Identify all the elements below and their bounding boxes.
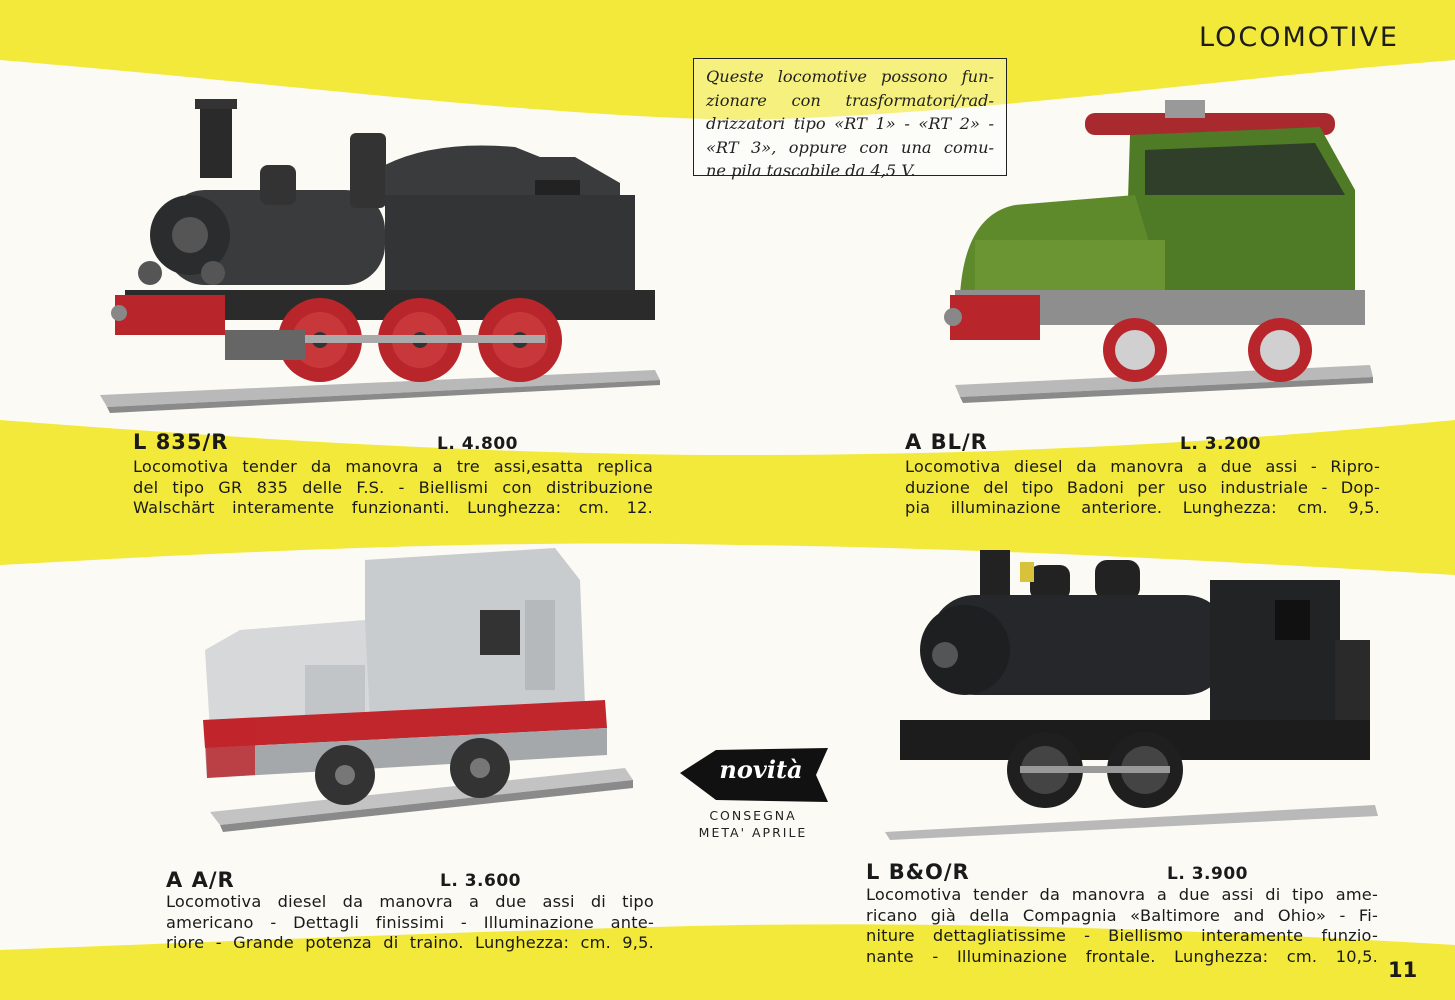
description-line: duzione del tipo Badoni per uso industriale - Dop- — [905, 477, 1380, 497]
badge-subtitle-line: CONSEGNA — [709, 808, 797, 823]
black-steam-locomotive-illustration — [880, 540, 1380, 840]
product-code: A BL/R — [905, 430, 988, 454]
product-price: L. 3.600 — [440, 871, 521, 891]
product-price: L. 3.900 — [1167, 864, 1248, 884]
description-line: ricano già della Compagnia «Baltimore and Ohio» - Fi- — [866, 905, 1378, 925]
note-line: zionare con trasformatori/rad- — [706, 90, 994, 110]
badge-label: novità — [719, 755, 803, 784]
product-price: L. 4.800 — [437, 434, 518, 454]
note-line: ne pila tascabile da 4,5 V. — [706, 161, 916, 180]
description-line: Locomotiva tender da manovra a tre assi,esatta replica — [133, 457, 653, 476]
note-line: «RT 3», oppure con una comu- — [706, 137, 994, 157]
description-line: pia illuminazione anteriore. Lunghezza: cm. 9,5. — [905, 498, 1380, 517]
description-line: Locomotiva tender da manovra a due assi di tipo ame- — [866, 885, 1378, 904]
product-description — [905, 457, 1380, 519]
product-price: L. 3.200 — [1180, 434, 1261, 454]
description-line: Locomotiva diesel da manovra a due assi - Ripro- — [905, 457, 1380, 476]
note-line: drizzatori tipo «RT 1» - «RT 2» - — [706, 114, 994, 133]
badge-subtitle-line: META' APRILE — [698, 825, 808, 840]
novelty-badge — [678, 745, 828, 845]
description-line: Walschärt interamente funzionanti. Lunghezza: cm. 12. — [133, 498, 653, 517]
description-line: del tipo GR 835 delle F.S. - Biellismi con distribuzione — [133, 477, 653, 497]
note-line: Queste locomotive possono fun- — [706, 67, 994, 86]
description-line: americano - Dettagli finissimi - Illuminazione ante- — [166, 912, 654, 932]
description-line: riore - Grande potenza di traino. Lunghezza: cm. 9,5. — [166, 933, 654, 952]
description-line: niture dettagliatissime - Biellismo interamente funzio- — [866, 926, 1378, 945]
product-description — [133, 457, 653, 519]
page-number: 11 — [1388, 958, 1418, 982]
product-description — [866, 885, 1378, 967]
green-diesel-locomotive-illustration — [935, 95, 1375, 415]
product-description — [166, 892, 654, 954]
silver-diesel-locomotive-illustration — [195, 530, 635, 850]
page-title: LOCOMOTIVE — [1199, 22, 1399, 53]
product-code: A A/R — [166, 868, 235, 892]
product-code: L 835/R — [133, 430, 229, 454]
description-line: Locomotiva diesel da manovra a due assi di tipo — [166, 892, 654, 911]
description-line: nante - Illuminazione frontale. Lunghezza: cm. 10,5. — [866, 946, 1378, 966]
product-code: L B&O/R — [866, 860, 970, 884]
steam-locomotive-illustration — [95, 95, 665, 415]
